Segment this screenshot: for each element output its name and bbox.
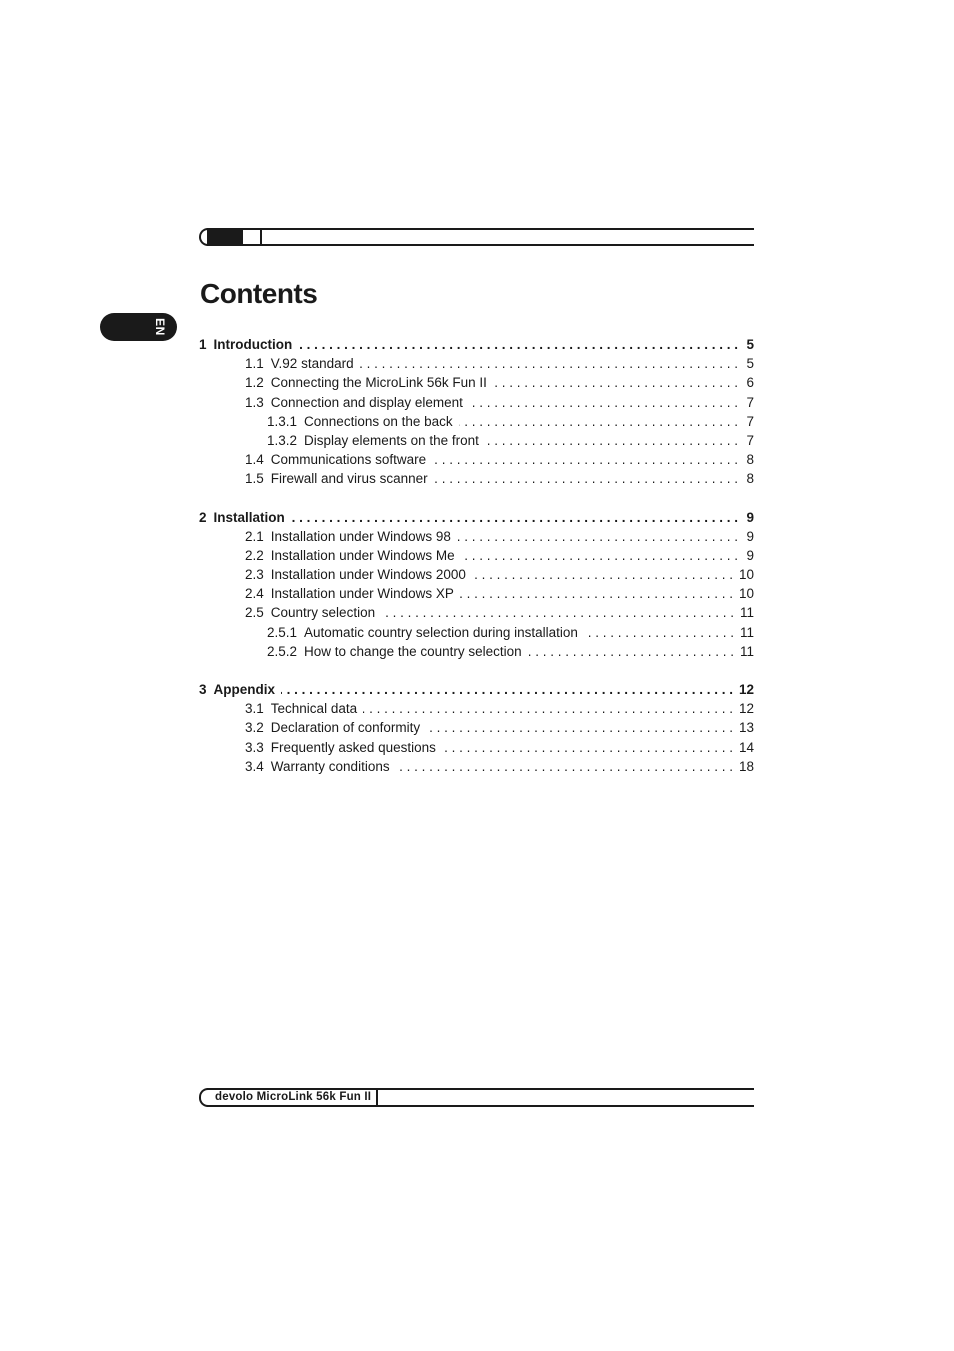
toc-page-number: 9 xyxy=(746,528,754,544)
toc-dot-leader xyxy=(459,412,738,431)
toc-entry-label: Installation under Windows 98 xyxy=(270,528,451,544)
toc-entry-label: Introduction xyxy=(213,337,293,352)
table-of-contents xyxy=(199,335,754,795)
toc-entry-label: Firewall and virus scanner xyxy=(270,471,428,487)
toc-page-number: 14 xyxy=(738,739,754,755)
toc-dot-leader xyxy=(442,738,733,757)
toc-entry-label: Installation under Windows 2000 xyxy=(270,567,466,583)
toc-page-number: 11 xyxy=(739,643,754,659)
toc-dot-leader xyxy=(298,335,738,354)
toc-page-number: 11 xyxy=(739,605,754,621)
toc-page-number: 8 xyxy=(746,452,754,468)
toc-page-number: 9 xyxy=(746,509,754,525)
toc-page-number: 13 xyxy=(738,720,754,736)
toc-dot-leader xyxy=(461,546,738,565)
footer-product-name: devolo MicroLink 56k Fun II xyxy=(215,1091,372,1103)
toc-entry-number: 3.3 xyxy=(245,739,264,755)
toc-section-entry[interactable] xyxy=(199,450,754,469)
toc-entry-label: Country selection xyxy=(270,605,376,621)
toc-entry-label: Connection and display element xyxy=(270,394,463,410)
toc-page-number: 8 xyxy=(746,471,754,487)
toc-section xyxy=(199,508,754,662)
toc-subsection-entry[interactable] xyxy=(199,412,754,431)
toc-section-entry[interactable] xyxy=(199,565,754,584)
toc-entry-label: Installation xyxy=(213,509,285,525)
toc-entry-number: 2.2 xyxy=(245,547,264,563)
page-title: Contents xyxy=(200,278,318,309)
toc-dot-leader xyxy=(396,757,733,776)
toc-entry-number: 3.2 xyxy=(245,720,264,736)
toc-entry-number: 2.5 xyxy=(245,605,264,621)
toc-entry-number: 3.4 xyxy=(245,758,264,774)
toc-entry-number: 1.5 xyxy=(245,471,264,487)
toc-page-number: 7 xyxy=(746,432,754,448)
toc-entry-label: Warranty conditions xyxy=(270,758,390,774)
toc-entry-number: 3 xyxy=(199,682,207,697)
toc-page-number: 5 xyxy=(746,356,754,372)
toc-page-number: 10 xyxy=(738,586,754,602)
toc-dot-leader xyxy=(457,527,738,546)
toc-entry-label: Declaration of conformity xyxy=(270,720,421,736)
toc-page-number: 18 xyxy=(738,758,754,774)
toc-dot-leader xyxy=(485,431,738,450)
toc-dot-leader xyxy=(426,718,733,737)
toc-entry-number: 2.3 xyxy=(245,567,264,583)
toc-entry-number: 1.3.1 xyxy=(267,413,298,429)
toc-entry-label: Connections on the back xyxy=(304,413,453,429)
toc-dot-leader xyxy=(360,354,738,373)
toc-section-entry[interactable] xyxy=(199,699,754,718)
toc-section-entry[interactable] xyxy=(199,393,754,412)
toc-chapter-entry[interactable] xyxy=(199,335,754,354)
toc-subsection-entry[interactable] xyxy=(199,642,754,661)
toc-section-entry[interactable] xyxy=(199,546,754,565)
toc-dot-leader xyxy=(460,584,733,603)
toc-dot-leader xyxy=(281,680,733,699)
toc-entry-label: Appendix xyxy=(213,682,276,697)
toc-dot-leader xyxy=(363,699,733,718)
toc-section-entry[interactable] xyxy=(199,603,754,622)
toc-entry-label: Installation under Windows XP xyxy=(270,586,454,602)
toc-entry-number: 1.3 xyxy=(245,394,264,410)
toc-entry-label: Connecting the MicroLink 56k Fun II xyxy=(270,375,487,391)
toc-entry-label: Frequently asked questions xyxy=(270,739,436,755)
toc-entry-number: 1.4 xyxy=(245,452,264,468)
header-rule xyxy=(199,228,754,246)
toc-dot-leader xyxy=(584,623,734,642)
toc-entry-number: 2 xyxy=(199,509,207,525)
toc-page-number: 12 xyxy=(738,682,754,697)
toc-entry-label: Automatic country selection during installation xyxy=(304,624,578,640)
toc-section-entry[interactable] xyxy=(199,738,754,757)
toc-entry-label: Communications software xyxy=(270,452,427,468)
toc-entry-number: 3.1 xyxy=(245,701,264,717)
toc-entry-label: Display elements on the front xyxy=(304,432,479,448)
toc-page-number: 6 xyxy=(746,375,754,391)
footer-rule-tick xyxy=(376,1088,378,1107)
header-rule-block xyxy=(207,228,243,246)
toc-section-entry[interactable] xyxy=(199,373,754,392)
toc-entry-number: 1.2 xyxy=(245,375,264,391)
toc-entry-number: 2.5.2 xyxy=(267,643,298,659)
toc-section-entry[interactable] xyxy=(199,469,754,488)
header-rule-bottom-line xyxy=(207,244,754,246)
toc-section-entry[interactable] xyxy=(199,718,754,737)
toc-dot-leader xyxy=(432,450,738,469)
toc-section xyxy=(199,335,754,489)
header-rule-tick xyxy=(260,228,262,246)
footer-rule xyxy=(199,1088,754,1107)
toc-entry-number: 2.1 xyxy=(245,528,264,544)
toc-entry-label: Technical data xyxy=(270,701,358,717)
toc-entry-number: 2.4 xyxy=(245,586,264,602)
toc-section-entry[interactable] xyxy=(199,354,754,373)
toc-entry-label: How to change the country selection xyxy=(304,643,522,659)
toc-dot-leader xyxy=(472,565,733,584)
toc-page-number: 9 xyxy=(746,547,754,563)
toc-entry-number: 2.5.1 xyxy=(267,624,298,640)
toc-dot-leader xyxy=(381,603,734,622)
toc-entry-number: 1.1 xyxy=(245,356,264,372)
toc-chapter-entry[interactable] xyxy=(199,680,754,699)
toc-dot-leader xyxy=(291,508,738,527)
toc-page-number: 10 xyxy=(738,567,754,583)
toc-entry-label: Installation under Windows Me xyxy=(270,547,455,563)
toc-section-entry[interactable] xyxy=(199,757,754,776)
toc-page-number: 11 xyxy=(739,624,754,640)
toc-dot-leader xyxy=(469,393,738,412)
toc-entry-label: V.92 standard xyxy=(270,356,354,372)
toc-chapter-entry[interactable] xyxy=(199,508,754,527)
toc-subsection-entry[interactable] xyxy=(199,623,754,642)
toc-dot-leader xyxy=(434,469,738,488)
toc-section xyxy=(199,680,754,776)
toc-entry-number: 1 xyxy=(199,337,207,352)
toc-page-number: 7 xyxy=(746,394,754,410)
toc-page-number: 7 xyxy=(746,413,754,429)
toc-entry-number: 1.3.2 xyxy=(267,432,298,448)
toc-dot-leader xyxy=(493,373,738,392)
toc-section-entry[interactable] xyxy=(199,527,754,546)
language-tab xyxy=(100,313,177,341)
toc-subsection-entry[interactable] xyxy=(199,431,754,450)
toc-dot-leader xyxy=(528,642,734,661)
toc-page-number: 5 xyxy=(746,337,754,352)
language-tab-label: EN xyxy=(153,318,168,336)
header-rule-top-line xyxy=(207,228,754,230)
toc-page-number: 12 xyxy=(738,701,754,717)
toc-section-entry[interactable] xyxy=(199,584,754,603)
